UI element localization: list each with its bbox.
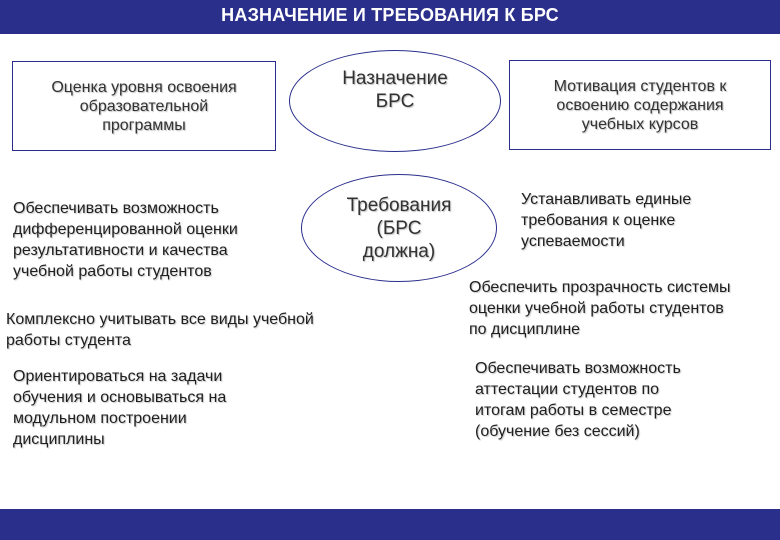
purpose-left-box [12, 61, 276, 151]
requirement-item: Обеспечивать возможность дифференцированной оценки результативности и качества учебной работы студентов [13, 200, 238, 280]
requirement-item: Устанавливать единые требования к оценке успеваемости [521, 191, 692, 250]
slide-title: НАЗНАЧЕНИЕ И ТРЕБОВАНИЯ К БРС [221, 5, 559, 25]
footer-bar [0, 509, 780, 540]
requirement-item: Обеспечивать возможность аттестации студентов по итогам работы в семестре (обучение без сессий) [475, 360, 681, 440]
purpose-ellipse [289, 50, 501, 152]
requirements-ellipse [301, 174, 497, 282]
requirements-center-text: Требования (БРС должна) [346, 194, 452, 262]
requirement-item: Обеспечить прозрачность системы оценки учебной работы студентов по дисциплине [469, 279, 731, 338]
requirement-item: Комплексно учитывать все виды учебной работы студента [6, 311, 314, 349]
purpose-center-text: Назначение БРС [342, 68, 448, 112]
purpose-right-text: Мотивация студентов к освоению содержания учебных курсов [553, 77, 727, 133]
purpose-right-box [509, 60, 771, 150]
requirement-item: Ориентироваться на задачи обучения и основываться на модульном построении дисциплины [13, 368, 227, 448]
purpose-left-text: Оценка уровня освоения образовательной программы [51, 78, 237, 134]
